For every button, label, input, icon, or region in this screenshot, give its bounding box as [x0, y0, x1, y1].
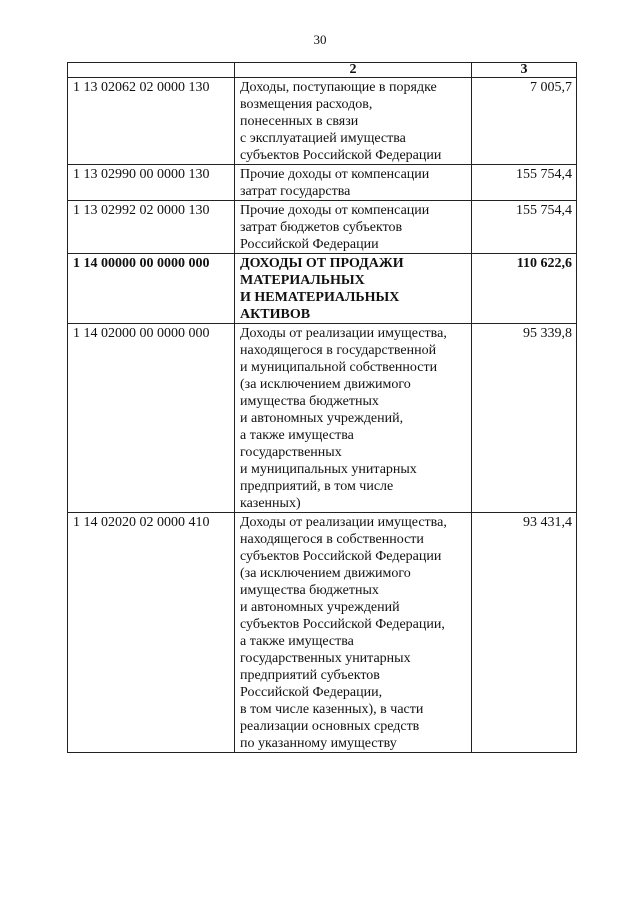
- revenue-name-line: находящегося в собственности: [240, 532, 424, 547]
- revenue-name-line: МАТЕРИАЛЬНЫХ: [240, 273, 365, 288]
- amount: 7 005,7: [472, 78, 577, 165]
- revenue-name-line: затрат государства: [240, 184, 351, 199]
- revenue-name-line: государственных унитарных: [240, 651, 411, 666]
- revenue-name-line: и муниципальных унитарных: [240, 462, 417, 477]
- revenue-name-line: ДОХОДЫ ОТ ПРОДАЖИ: [240, 256, 404, 271]
- revenue-name-line: И НЕМАТЕРИАЛЬНЫХ: [240, 290, 400, 305]
- revenue-name-line: имущества бюджетных: [240, 583, 379, 598]
- revenue-name-line: с эксплуатацией имущества: [240, 131, 406, 146]
- revenue-name-line: возмещения расходов,: [240, 97, 373, 112]
- amount: 155 754,4: [472, 165, 577, 201]
- amount: 155 754,4: [472, 201, 577, 254]
- amount: 110 622,6: [472, 254, 577, 324]
- classification-code: 1 14 02000 00 0000 000: [68, 324, 235, 513]
- revenue-name-line: понесенных в связи: [240, 114, 359, 129]
- revenue-name-line: реализации основных средств: [240, 719, 420, 734]
- revenue-name-line: затрат бюджетов субъектов: [240, 220, 403, 235]
- revenue-name-line: Прочие доходы от компенсации: [240, 203, 430, 218]
- revenue-name-line: а также имущества: [240, 634, 354, 649]
- revenue-name-line: субъектов Российской Федерации: [240, 549, 442, 564]
- table-row: [68, 254, 577, 324]
- header-col-3: 3: [472, 63, 577, 78]
- classification-code: 1 14 02020 02 0000 410: [68, 513, 235, 753]
- revenue-name-line: предприятий субъектов: [240, 668, 380, 683]
- classification-code: 1 14 00000 00 0000 000: [68, 254, 235, 324]
- revenue-name-line: и автономных учреждений: [240, 600, 400, 615]
- table-row: [68, 165, 577, 201]
- revenue-name-line: по указанному имуществу: [240, 736, 397, 751]
- revenue-table: [67, 62, 577, 753]
- revenue-name-line: и муниципальной собственности: [240, 360, 438, 375]
- revenue-name-line: Российской Федерации: [240, 237, 379, 252]
- table-row: [68, 201, 577, 254]
- revenue-name-line: казенных): [240, 496, 301, 511]
- table-row: [68, 513, 577, 753]
- revenue-name-line: (за исключением движимого: [240, 566, 411, 581]
- header-col-2: 2: [235, 63, 472, 78]
- revenue-name-line: находящегося в государственной: [240, 343, 437, 358]
- amount: 95 339,8: [472, 324, 577, 513]
- table-header-row: [68, 63, 577, 78]
- revenue-name-line: и автономных учреждений,: [240, 411, 404, 426]
- revenue-name-line: Доходы, поступающие в порядке: [240, 80, 437, 95]
- revenue-name: [235, 254, 472, 324]
- revenue-name-line: (за исключением движимого: [240, 377, 411, 392]
- revenue-name-line: субъектов Российской Федерации: [240, 148, 442, 163]
- page-number: 30: [313, 32, 327, 47]
- revenue-name-line: в том числе казенных), в части: [240, 702, 424, 717]
- revenue-name-line: а также имущества: [240, 428, 354, 443]
- revenue-name-line: Прочие доходы от компенсации: [240, 167, 430, 182]
- revenue-name-line: Российской Федерации,: [240, 685, 383, 700]
- revenue-name: [235, 324, 472, 513]
- classification-code: 1 13 02990 00 0000 130: [68, 165, 235, 201]
- table-row: [68, 78, 577, 165]
- revenue-name-line: Доходы от реализации имущества,: [240, 326, 447, 341]
- table-row: [68, 324, 577, 513]
- revenue-name: [235, 201, 472, 254]
- header-col-1: [68, 63, 235, 78]
- classification-code: 1 13 02062 02 0000 130: [68, 78, 235, 165]
- revenue-name-line: предприятий, в том числе: [240, 479, 394, 494]
- revenue-name-line: имущества бюджетных: [240, 394, 379, 409]
- amount: 93 431,4: [472, 513, 577, 753]
- classification-code: 1 13 02992 02 0000 130: [68, 201, 235, 254]
- revenue-name: [235, 513, 472, 753]
- revenue-name: [235, 78, 472, 165]
- revenue-name: [235, 165, 472, 201]
- revenue-name-line: Доходы от реализации имущества,: [240, 515, 447, 530]
- revenue-name-line: субъектов Российской Федерации,: [240, 617, 445, 632]
- revenue-name-line: государственных: [240, 445, 342, 460]
- revenue-name-line: АКТИВОВ: [240, 307, 311, 322]
